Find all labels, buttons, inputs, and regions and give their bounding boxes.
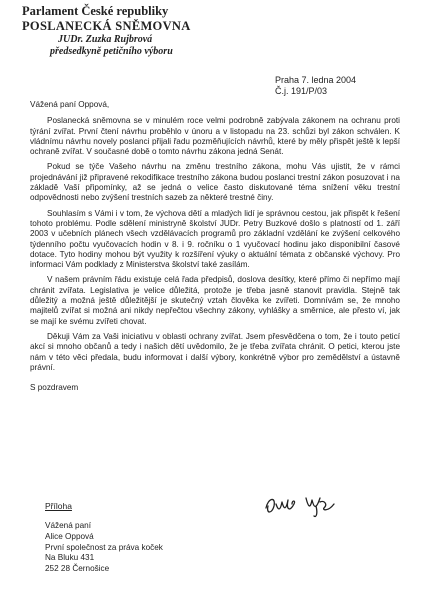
letterhead-role: předsedkyně petičního výboru — [50, 46, 173, 57]
address-name: Alice Oppová — [45, 531, 94, 541]
paragraph: Souhlasím s Vámi i v tom, že výchova dětí a mladých lidí je správnou cestou, jak přispět k řešení tohoto problému. Podle sdělení ministryně školství JUDr. Petry Buzkové došlo s platností od 1. září 2003 v učebních plánech všech vzdělávacích programů pro základní vzdělání ke zvýšení celkového týdenního počtu vyučovacích hodin v 8. i 9. ročníku o 1 vyučovací hodinu jako disponibilní časové dotace. Tyto hodiny mohou být využity k rozšíření výuky o aktuální témata z občanské výchovy. Pro informaci Vám podklady z Ministerstva školství také zasílám. — [30, 208, 400, 270]
address-street: Na Bluku 431 — [45, 553, 95, 563]
paragraph: Pokud se týče Vašeho návrhu na změnu trestního zákona, mohu Vás ujistit, že v rámci projednávání již připravené rekodifikace trestního zákona budou poslanci trestní zákon posuzovat i na základě Vaší připomínky, až se jedná o velice často diskutované téma snížení věku trestní odpovědnosti nebo zvýšení trestních sazeb za některé trestné činy. — [30, 162, 400, 203]
letterhead-chamber: POSLANECKÁ SNĚMOVNA — [22, 19, 191, 33]
letterhead — [22, 4, 191, 58]
address-city: 252 28 Černošice — [45, 564, 110, 574]
address-greeting: Vážená paní — [45, 521, 91, 530]
paragraph: V našem právním řádu existuje celá řada předpisů, doslova desítky, které přímo či nepřímo mají chránit zvířata. Legislativa je velice důležitá, protože je třeba jasně stanovit pravidla. Stejně tak důležitý a možná ještě důležitější je skutečný vztah člověka ke zvířeti. Domnívám se, že mnoho majitelů zvířat si možná ani nikdy nepřečtou všechny zákony, vyhlášky a směrnice, ale přesto ví, jak se mají ke svému zvířeti chovat. — [30, 275, 400, 326]
recipient-address — [45, 521, 163, 575]
letterhead-parliament: Parlament České republiky — [22, 4, 169, 18]
letter-body — [30, 100, 400, 393]
letter-reference: Č.j. 191/P/03 — [275, 86, 328, 96]
letter-meta — [275, 75, 356, 97]
letterhead-author: JUDr. Zuzka Rujbrová — [58, 34, 153, 45]
salutation: Vážená paní Oppová, — [30, 100, 110, 109]
letter-date: Praha 7. ledna 2004 — [275, 75, 357, 85]
paragraph: Poslanecká sněmovna se v minulém roce velmi podrobně zabývala zákonem na ochranu proti týrání zvířat. První čtení návrhu proběhlo v únoru a v listopadu na 23. schůzi byl zákon schválen. K vládnímu návrhu novely poslanci přijali řadu pozměňujících návrhů, které by měly přispět ještě k lepší ochraně zvířat. V současné době o tomto návrhu zákona jedná Senát. — [30, 116, 400, 157]
closing: S pozdravem — [30, 383, 79, 393]
paragraph: Děkuji Vám za Vaši iniciativu v oblasti ochrany zvířat. Jsem přesvědčena o tom, že i touto peticí akcí si mnoho občanů a tedy i našich dětí uvědomilo, že je třeba zvířata chránit. O petici, kterou jste nám v této věci předala, budu informovat i další výbory, konkrétně výbor pro zemědělství a ústavně právní. — [30, 331, 400, 372]
attachment-label: Příloha — [45, 501, 72, 511]
handwritten-signature — [262, 488, 342, 520]
address-organization: První společnost za práva koček — [45, 542, 163, 552]
